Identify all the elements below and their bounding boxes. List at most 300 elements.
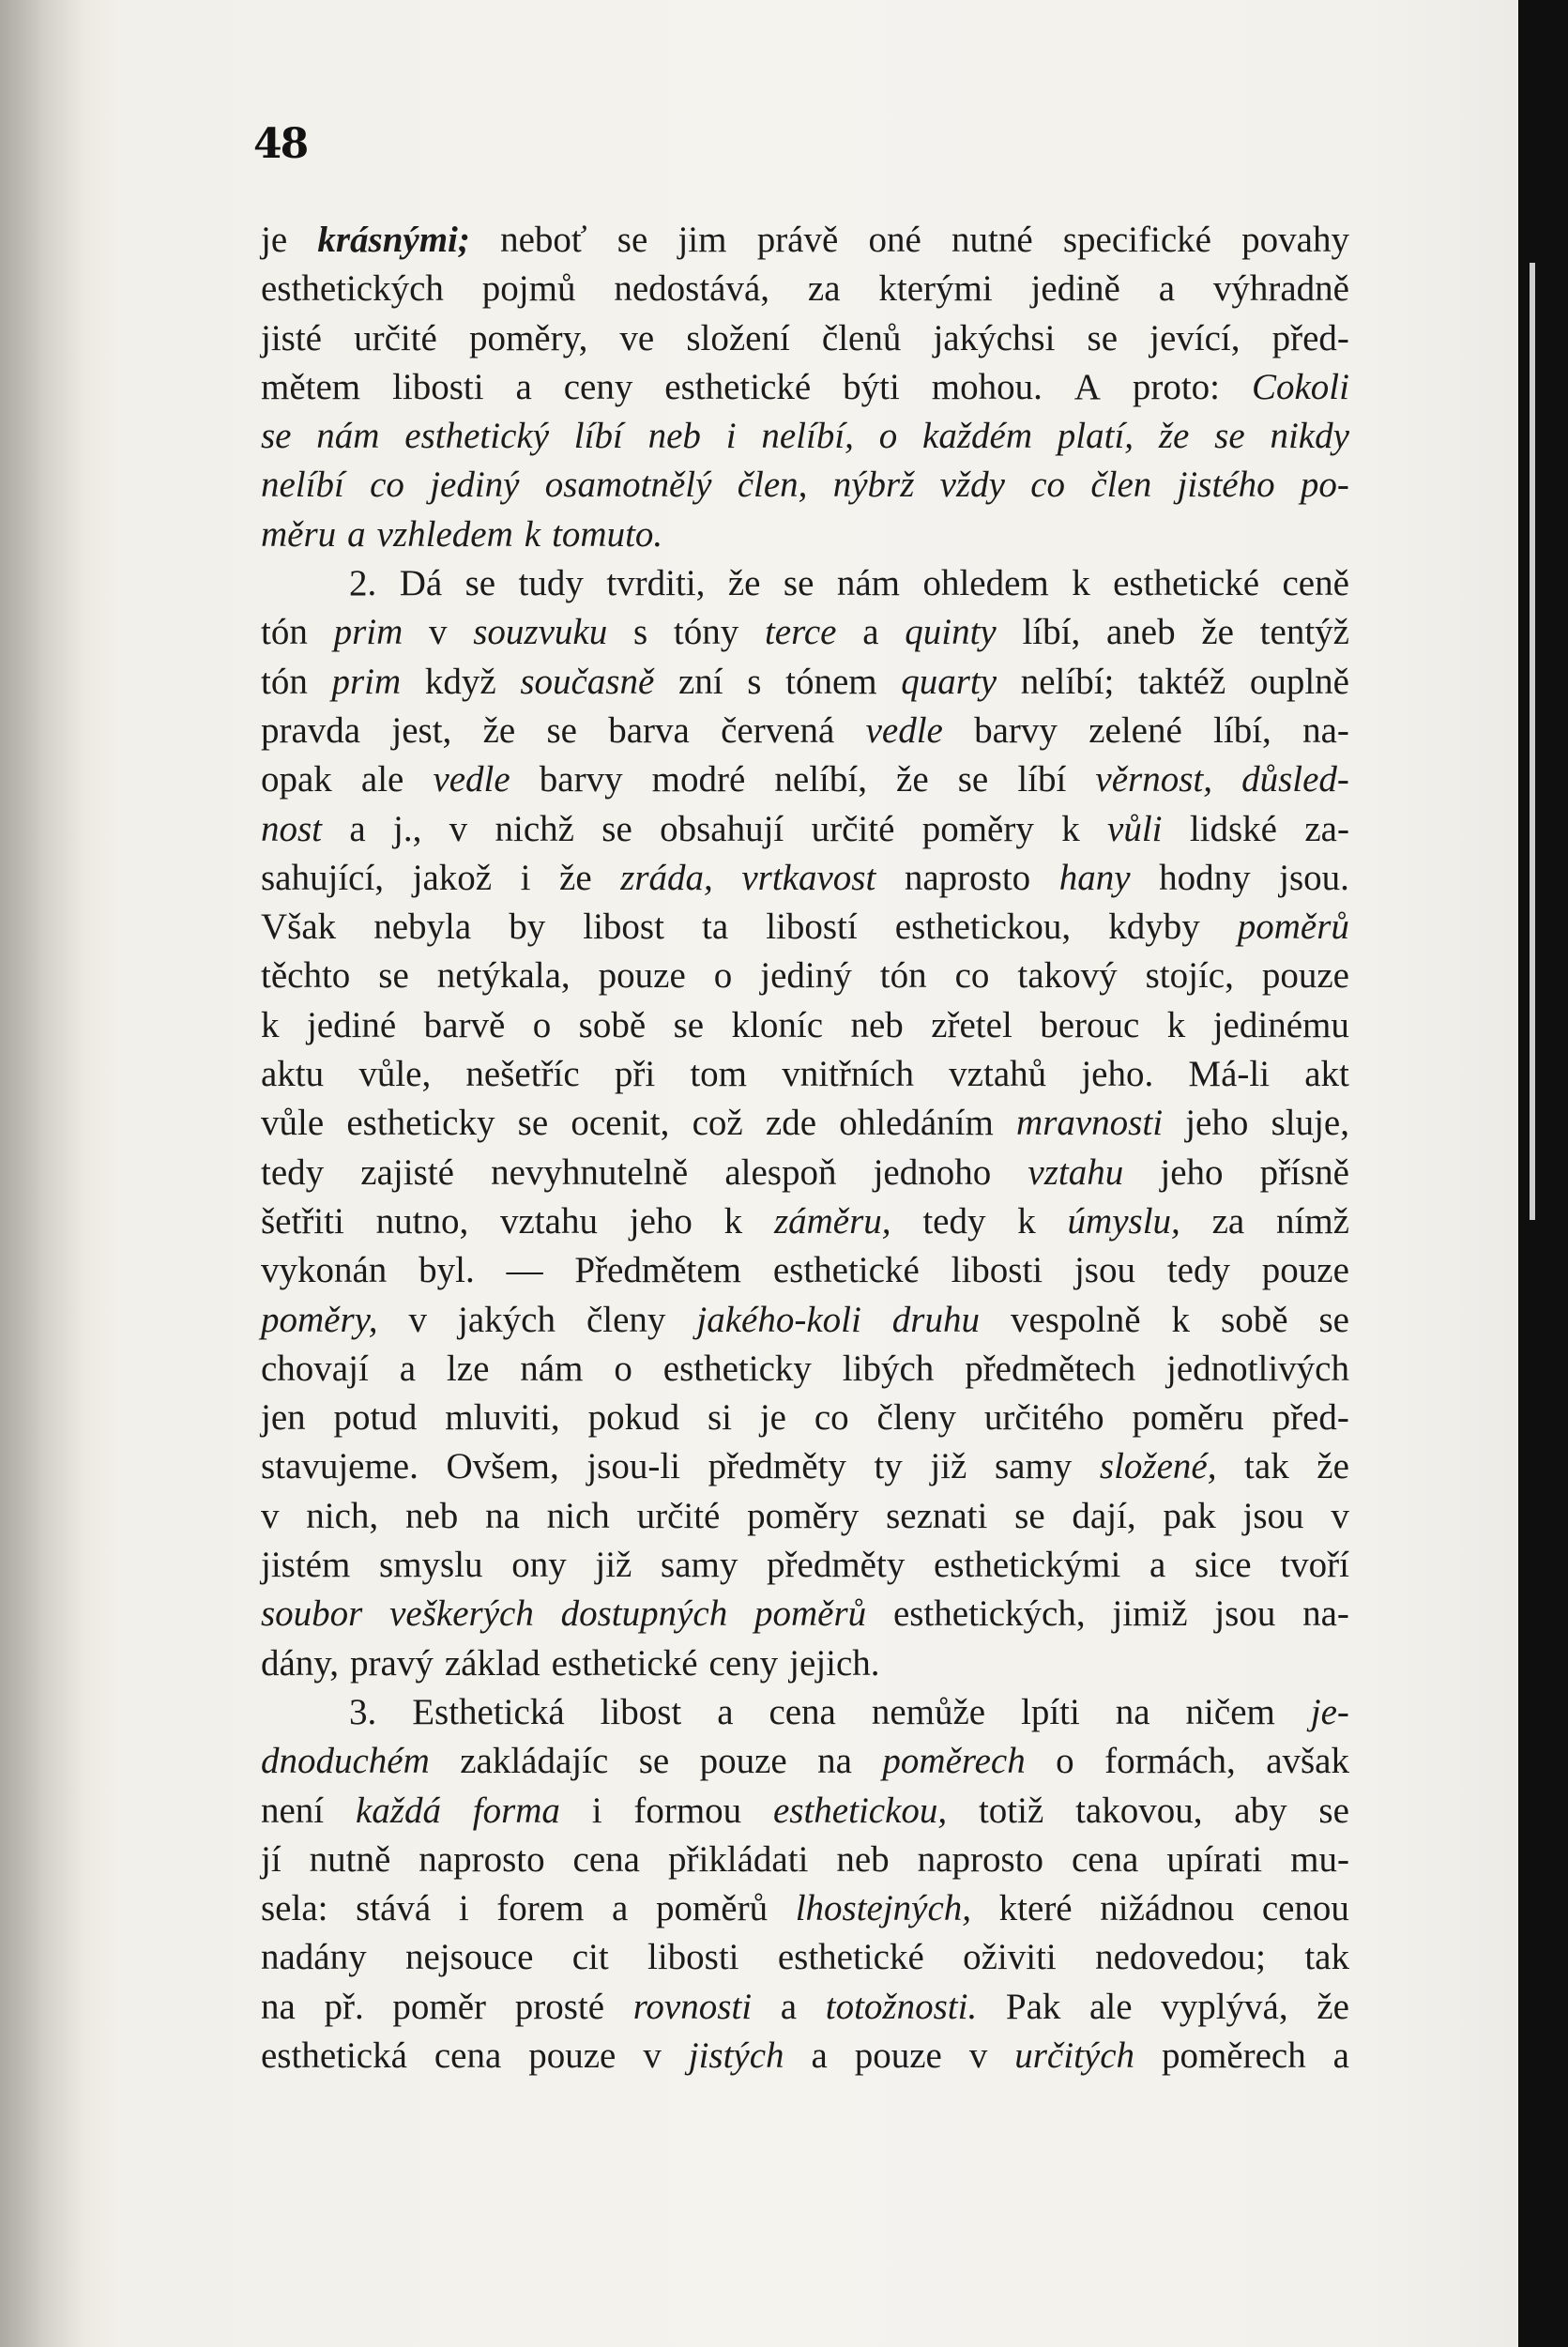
word: tedy bbox=[1166, 1250, 1230, 1291]
word: se bbox=[1318, 1790, 1349, 1831]
text-line bbox=[261, 1983, 1349, 2032]
word: vztahu bbox=[499, 1200, 598, 1242]
word: 3. bbox=[349, 1691, 377, 1732]
word: cena bbox=[1071, 1838, 1139, 1880]
word: nelíbí bbox=[261, 465, 344, 506]
word: každá bbox=[355, 1790, 441, 1831]
word: za- bbox=[1304, 808, 1349, 849]
word: taktéž bbox=[1138, 661, 1226, 702]
word: se bbox=[546, 709, 577, 751]
word: barvě bbox=[423, 1004, 506, 1045]
word: dnoduchém bbox=[261, 1741, 430, 1782]
word: líbí, bbox=[1022, 612, 1081, 653]
word: Ovšem, bbox=[446, 1446, 559, 1487]
word: jeho. bbox=[1081, 1054, 1154, 1095]
word: rovnosti bbox=[632, 1986, 753, 2027]
word: Však bbox=[261, 907, 337, 948]
word: a bbox=[399, 1348, 417, 1389]
text-line bbox=[261, 1737, 1349, 1786]
word: totožnosti. bbox=[825, 1986, 978, 2027]
word: samy bbox=[661, 1545, 738, 1586]
word: a bbox=[1332, 2035, 1349, 2076]
word: co bbox=[954, 955, 990, 997]
word: se bbox=[1087, 317, 1119, 358]
word: býti bbox=[843, 366, 900, 407]
word: v bbox=[1331, 1495, 1349, 1536]
word: se bbox=[1214, 416, 1245, 457]
word: o bbox=[1056, 1741, 1074, 1782]
word: esthetické bbox=[664, 366, 812, 407]
word: na- bbox=[1302, 709, 1349, 751]
word: ničem bbox=[1185, 1691, 1275, 1732]
word: zráda, bbox=[620, 857, 713, 898]
word: aktu bbox=[261, 1054, 325, 1095]
word: tóny bbox=[673, 612, 739, 653]
word: že bbox=[482, 709, 516, 751]
word: pouze bbox=[598, 955, 686, 997]
word: formou bbox=[633, 1790, 742, 1831]
word: esthetickou, bbox=[894, 907, 1072, 948]
word: neb bbox=[850, 1004, 904, 1045]
text-line bbox=[261, 265, 1349, 313]
word: estheticky bbox=[662, 1348, 812, 1389]
text-line bbox=[261, 559, 1349, 608]
word: tedy bbox=[261, 1151, 325, 1193]
word: se bbox=[1318, 1299, 1349, 1340]
word: jeho bbox=[629, 1200, 693, 1242]
word: opak bbox=[261, 759, 332, 800]
word: mohou. bbox=[931, 366, 1043, 407]
word: prim bbox=[331, 661, 402, 702]
word: při bbox=[614, 1054, 656, 1095]
word: před- bbox=[1271, 1397, 1349, 1439]
word: nich bbox=[546, 1495, 610, 1536]
word: jsou-li bbox=[586, 1446, 680, 1487]
word: terce bbox=[764, 612, 837, 653]
word: ony bbox=[511, 1545, 567, 1586]
word: zajisté bbox=[360, 1151, 454, 1193]
word: a bbox=[515, 366, 532, 407]
word: se bbox=[1014, 1495, 1045, 1536]
word: naprosto bbox=[904, 857, 1031, 898]
text-line bbox=[261, 461, 1349, 510]
text-line bbox=[261, 903, 1349, 952]
word: neb bbox=[404, 1495, 459, 1536]
word: ceně bbox=[1282, 563, 1349, 604]
word: dají, bbox=[1072, 1495, 1136, 1536]
word: nešetříc bbox=[465, 1054, 580, 1095]
text-line bbox=[261, 1050, 1349, 1099]
word: oné bbox=[868, 220, 921, 260]
text-line bbox=[261, 1099, 1349, 1148]
word: věrnost, bbox=[1095, 759, 1212, 800]
word: členů bbox=[821, 317, 902, 358]
word: již bbox=[595, 1545, 632, 1586]
word: sobě bbox=[1221, 1299, 1288, 1340]
word: po- bbox=[1300, 465, 1349, 506]
word: berouc bbox=[1040, 1004, 1140, 1045]
word: neb bbox=[836, 1838, 890, 1880]
word: vedle bbox=[865, 709, 943, 751]
word: poměru bbox=[1132, 1397, 1244, 1439]
word: jevící, bbox=[1149, 317, 1241, 358]
word: k bbox=[524, 513, 541, 555]
word: dostupných bbox=[560, 1593, 728, 1635]
word: i bbox=[520, 857, 531, 898]
word: vespolně bbox=[1010, 1299, 1141, 1340]
word: ceny bbox=[708, 1642, 779, 1684]
word: se bbox=[957, 759, 989, 800]
word: estheticky bbox=[346, 1103, 495, 1144]
word: naprosto bbox=[419, 1838, 545, 1880]
word: prosté bbox=[514, 1986, 605, 2027]
word: nost bbox=[261, 808, 323, 849]
word: libosti bbox=[951, 1250, 1043, 1291]
word: esthetické bbox=[772, 1250, 920, 1291]
word: byl. bbox=[419, 1250, 475, 1291]
word: v bbox=[968, 2035, 988, 2076]
word: pravý bbox=[350, 1642, 434, 1684]
text-line bbox=[261, 1246, 1349, 1295]
word: mu- bbox=[1290, 1838, 1349, 1880]
word: poměrech bbox=[1161, 2035, 1306, 2076]
word: nevyhnutelně bbox=[491, 1151, 689, 1193]
word: aneb bbox=[1105, 612, 1176, 653]
word: cena bbox=[434, 2035, 502, 2076]
word: si bbox=[707, 1397, 732, 1439]
word: k bbox=[1061, 808, 1080, 849]
word: sela: bbox=[261, 1888, 328, 1929]
word: a bbox=[811, 2035, 828, 2076]
word: určité bbox=[354, 317, 437, 358]
word: pouze bbox=[1261, 1250, 1349, 1291]
word: Pak bbox=[1005, 1986, 1061, 2027]
word: s bbox=[747, 661, 762, 702]
word: členy bbox=[876, 1397, 957, 1439]
word: vzhledem bbox=[376, 513, 513, 555]
word: cit bbox=[571, 1937, 609, 1978]
text-line bbox=[261, 1345, 1349, 1394]
word: zakládajíc bbox=[460, 1741, 609, 1782]
word: poměry, bbox=[261, 1299, 378, 1340]
word: stává bbox=[356, 1888, 432, 1929]
word: nedostává, bbox=[614, 268, 770, 310]
word: souzvuku bbox=[473, 612, 608, 653]
word: kloníc bbox=[731, 1004, 824, 1045]
body-text bbox=[261, 216, 1349, 2080]
word: pouze bbox=[854, 2035, 942, 2076]
word: esthetickými bbox=[934, 1545, 1121, 1586]
word: poměry bbox=[921, 808, 1034, 849]
word: obsahují bbox=[660, 808, 784, 849]
word: vždy bbox=[939, 465, 1005, 506]
word: poměrech bbox=[882, 1741, 1026, 1782]
word: libých bbox=[842, 1348, 935, 1389]
word: pouze bbox=[528, 2035, 617, 2076]
word: nám bbox=[316, 416, 380, 457]
text-line bbox=[261, 1933, 1349, 1982]
word: mětem bbox=[261, 366, 361, 407]
word: člen, bbox=[737, 465, 808, 506]
word: A bbox=[1073, 366, 1101, 407]
word: tvoří bbox=[1280, 1545, 1349, 1586]
word: červená bbox=[721, 709, 835, 751]
word: ta bbox=[702, 907, 729, 948]
word: esthetická bbox=[261, 2035, 407, 2076]
word: krásnými; bbox=[317, 220, 470, 260]
word: nýbrž bbox=[832, 465, 915, 506]
word: quinty bbox=[905, 612, 997, 653]
word: pouze bbox=[1261, 955, 1349, 997]
word: k bbox=[1171, 1299, 1191, 1340]
word: se bbox=[783, 563, 814, 604]
word: k bbox=[1072, 563, 1090, 604]
word: se bbox=[673, 1004, 705, 1045]
word: není bbox=[261, 1790, 325, 1831]
word: zřetel bbox=[931, 1004, 1012, 1045]
word: na bbox=[817, 1741, 852, 1782]
word: těchto bbox=[261, 955, 351, 997]
word: se bbox=[261, 416, 292, 457]
word: quarty bbox=[901, 661, 997, 702]
word: co bbox=[814, 1397, 849, 1439]
word: určitého bbox=[983, 1397, 1104, 1439]
word: tón bbox=[261, 661, 308, 702]
word: tvrditi, bbox=[606, 563, 706, 604]
word: avšak bbox=[1266, 1741, 1349, 1782]
word: v bbox=[408, 1299, 428, 1340]
text-line bbox=[261, 854, 1349, 903]
word: jen bbox=[261, 1397, 306, 1439]
word: vůle bbox=[261, 1103, 325, 1144]
text-line bbox=[261, 1541, 1349, 1590]
word: pak bbox=[1163, 1495, 1216, 1536]
word: povahy bbox=[1241, 220, 1349, 260]
word: poměry bbox=[747, 1495, 860, 1536]
word: vůli bbox=[1107, 808, 1163, 849]
word: jakého-koli bbox=[696, 1299, 861, 1340]
word: šetřiti bbox=[261, 1200, 344, 1242]
word: aby bbox=[1234, 1790, 1287, 1831]
word: jsou bbox=[1242, 1495, 1304, 1536]
text-line bbox=[261, 1884, 1349, 1933]
word: tom bbox=[690, 1054, 748, 1095]
word: důsled- bbox=[1241, 759, 1349, 800]
word: současně bbox=[520, 661, 655, 702]
word: vedle bbox=[433, 759, 510, 800]
word: nebyla bbox=[373, 907, 472, 948]
word: jakýchsi bbox=[933, 317, 1056, 358]
word: a bbox=[347, 513, 366, 555]
word: poměrů bbox=[754, 1593, 867, 1635]
word: potud bbox=[333, 1397, 418, 1439]
word: nikdy bbox=[1270, 416, 1349, 457]
word: sice bbox=[1194, 1545, 1252, 1586]
text-line bbox=[261, 314, 1349, 363]
word: barvy bbox=[539, 759, 623, 800]
word: jakých bbox=[458, 1299, 556, 1340]
word: v bbox=[449, 808, 468, 849]
word: takovou, bbox=[1075, 1790, 1203, 1831]
word: naprosto bbox=[917, 1838, 1043, 1880]
word: a bbox=[780, 1986, 798, 2027]
word: zelené bbox=[1088, 709, 1182, 751]
word: sahující, bbox=[261, 857, 385, 898]
word: poměr bbox=[392, 1986, 487, 2027]
word: složení bbox=[686, 317, 790, 358]
text-line bbox=[261, 1001, 1349, 1050]
word: by bbox=[509, 907, 546, 948]
word: lpíti bbox=[1021, 1691, 1080, 1732]
word: mluviti, bbox=[445, 1397, 560, 1439]
word: tudy bbox=[518, 563, 584, 604]
text-line bbox=[261, 952, 1349, 1000]
word: vrtkavost bbox=[741, 857, 876, 898]
word: jim bbox=[677, 220, 727, 260]
word: i bbox=[591, 1790, 602, 1831]
word: libostí bbox=[766, 907, 858, 948]
word: stavujeme. bbox=[261, 1446, 419, 1487]
word: barva bbox=[608, 709, 690, 751]
word: tomuto. bbox=[552, 513, 663, 555]
word: platí, bbox=[1057, 416, 1134, 457]
text-line bbox=[261, 1149, 1349, 1197]
word: Esthetická bbox=[412, 1691, 565, 1732]
word: hany bbox=[1058, 857, 1131, 898]
word: tónem bbox=[785, 661, 877, 702]
word: je- bbox=[1310, 1691, 1349, 1732]
word: že bbox=[559, 857, 592, 898]
word: ale bbox=[360, 759, 404, 800]
word: vnitřních bbox=[782, 1054, 914, 1095]
word: chovají bbox=[261, 1348, 369, 1389]
word: specifické bbox=[1062, 220, 1211, 260]
word: na bbox=[1115, 1691, 1150, 1732]
text-line bbox=[261, 1296, 1349, 1345]
word: jistém bbox=[261, 1545, 351, 1586]
word: co bbox=[1030, 465, 1066, 506]
word: barvy bbox=[974, 709, 1058, 751]
word: určitých bbox=[1014, 2035, 1135, 2076]
word: netýkala, bbox=[436, 955, 571, 997]
word: vyplývá, bbox=[1161, 1986, 1288, 2027]
word: když bbox=[424, 661, 496, 702]
word: nám bbox=[520, 1348, 584, 1389]
word: jest, bbox=[391, 709, 452, 751]
word: nižádnou bbox=[1100, 1888, 1235, 1929]
word: forem bbox=[496, 1888, 585, 1929]
word: o bbox=[532, 1004, 552, 1045]
word: a bbox=[1158, 268, 1176, 310]
text-line bbox=[261, 1394, 1349, 1442]
word: v bbox=[429, 612, 448, 653]
text-line bbox=[261, 412, 1349, 461]
word: že bbox=[1158, 416, 1190, 457]
word: o bbox=[614, 1348, 632, 1389]
word: úmyslu, bbox=[1067, 1200, 1180, 1242]
word: vztahů bbox=[949, 1054, 1047, 1095]
word: poměry, bbox=[468, 317, 588, 358]
word: na- bbox=[1302, 1593, 1349, 1635]
word: se bbox=[464, 563, 496, 604]
word: cena bbox=[572, 1838, 640, 1880]
word: Dá bbox=[399, 563, 443, 604]
word: jakož bbox=[412, 857, 493, 898]
word: kterými bbox=[878, 268, 993, 310]
word: předmětech bbox=[965, 1348, 1136, 1389]
word: jsou bbox=[1214, 1593, 1276, 1635]
word: poměrů bbox=[655, 1888, 769, 1929]
word: forma bbox=[472, 1790, 560, 1831]
word: upírati bbox=[1166, 1838, 1263, 1880]
word: lhostejných, bbox=[795, 1888, 972, 1929]
word: libost bbox=[600, 1691, 682, 1732]
word: základ bbox=[444, 1642, 540, 1684]
word: neb bbox=[647, 416, 701, 457]
word: tak bbox=[1244, 1446, 1289, 1487]
word: ocenit, bbox=[571, 1103, 670, 1144]
word: takový bbox=[1017, 955, 1118, 997]
word: nejsouce bbox=[404, 1937, 534, 1978]
word: i bbox=[725, 416, 737, 457]
word: dány, bbox=[261, 1642, 340, 1684]
word: přikládati bbox=[667, 1838, 809, 1880]
word: nemůže bbox=[871, 1691, 986, 1732]
word: přísně bbox=[1259, 1151, 1349, 1193]
word: záměru, bbox=[773, 1200, 891, 1242]
word: poměrů bbox=[1237, 907, 1349, 948]
word: oživiti bbox=[963, 1937, 1057, 1978]
word: výhradně bbox=[1212, 268, 1349, 310]
word: 2. bbox=[349, 563, 377, 604]
word: je bbox=[759, 1397, 786, 1439]
text-line bbox=[261, 216, 1349, 265]
text-line bbox=[261, 1688, 1349, 1737]
text-line bbox=[261, 1492, 1349, 1541]
word: esthetických bbox=[261, 268, 444, 310]
word: jistých bbox=[688, 2035, 784, 2076]
word: modré bbox=[651, 759, 746, 800]
word: jeho bbox=[1160, 1151, 1224, 1193]
word: a bbox=[612, 1888, 629, 1929]
word: jsou bbox=[1073, 1250, 1135, 1291]
word: jediný bbox=[760, 955, 852, 997]
word: — bbox=[506, 1250, 543, 1291]
word: ouplně bbox=[1249, 661, 1349, 702]
word: Má-li bbox=[1188, 1054, 1271, 1095]
word: seznati bbox=[886, 1495, 988, 1536]
word: nutno, bbox=[375, 1200, 469, 1242]
word: složené, bbox=[1099, 1446, 1217, 1487]
word: předměty bbox=[708, 1446, 846, 1487]
word: nich, bbox=[306, 1495, 379, 1536]
word: nám bbox=[836, 563, 901, 604]
word: libost bbox=[583, 907, 664, 948]
word: tentýž bbox=[1259, 612, 1349, 653]
word: ohledáním bbox=[839, 1103, 994, 1144]
word: vztahu bbox=[1028, 1151, 1124, 1193]
word: je bbox=[261, 220, 288, 260]
word: nímž bbox=[1275, 1200, 1349, 1242]
word: nelíbí; bbox=[1020, 661, 1115, 702]
word: jsou. bbox=[1279, 857, 1349, 898]
text-line bbox=[261, 1787, 1349, 1836]
word: jedinému bbox=[1212, 1004, 1349, 1045]
word: ohledem bbox=[922, 563, 1049, 604]
word: cenou bbox=[1261, 1888, 1349, 1929]
word: tón bbox=[879, 955, 927, 997]
word: libosti bbox=[392, 366, 484, 407]
